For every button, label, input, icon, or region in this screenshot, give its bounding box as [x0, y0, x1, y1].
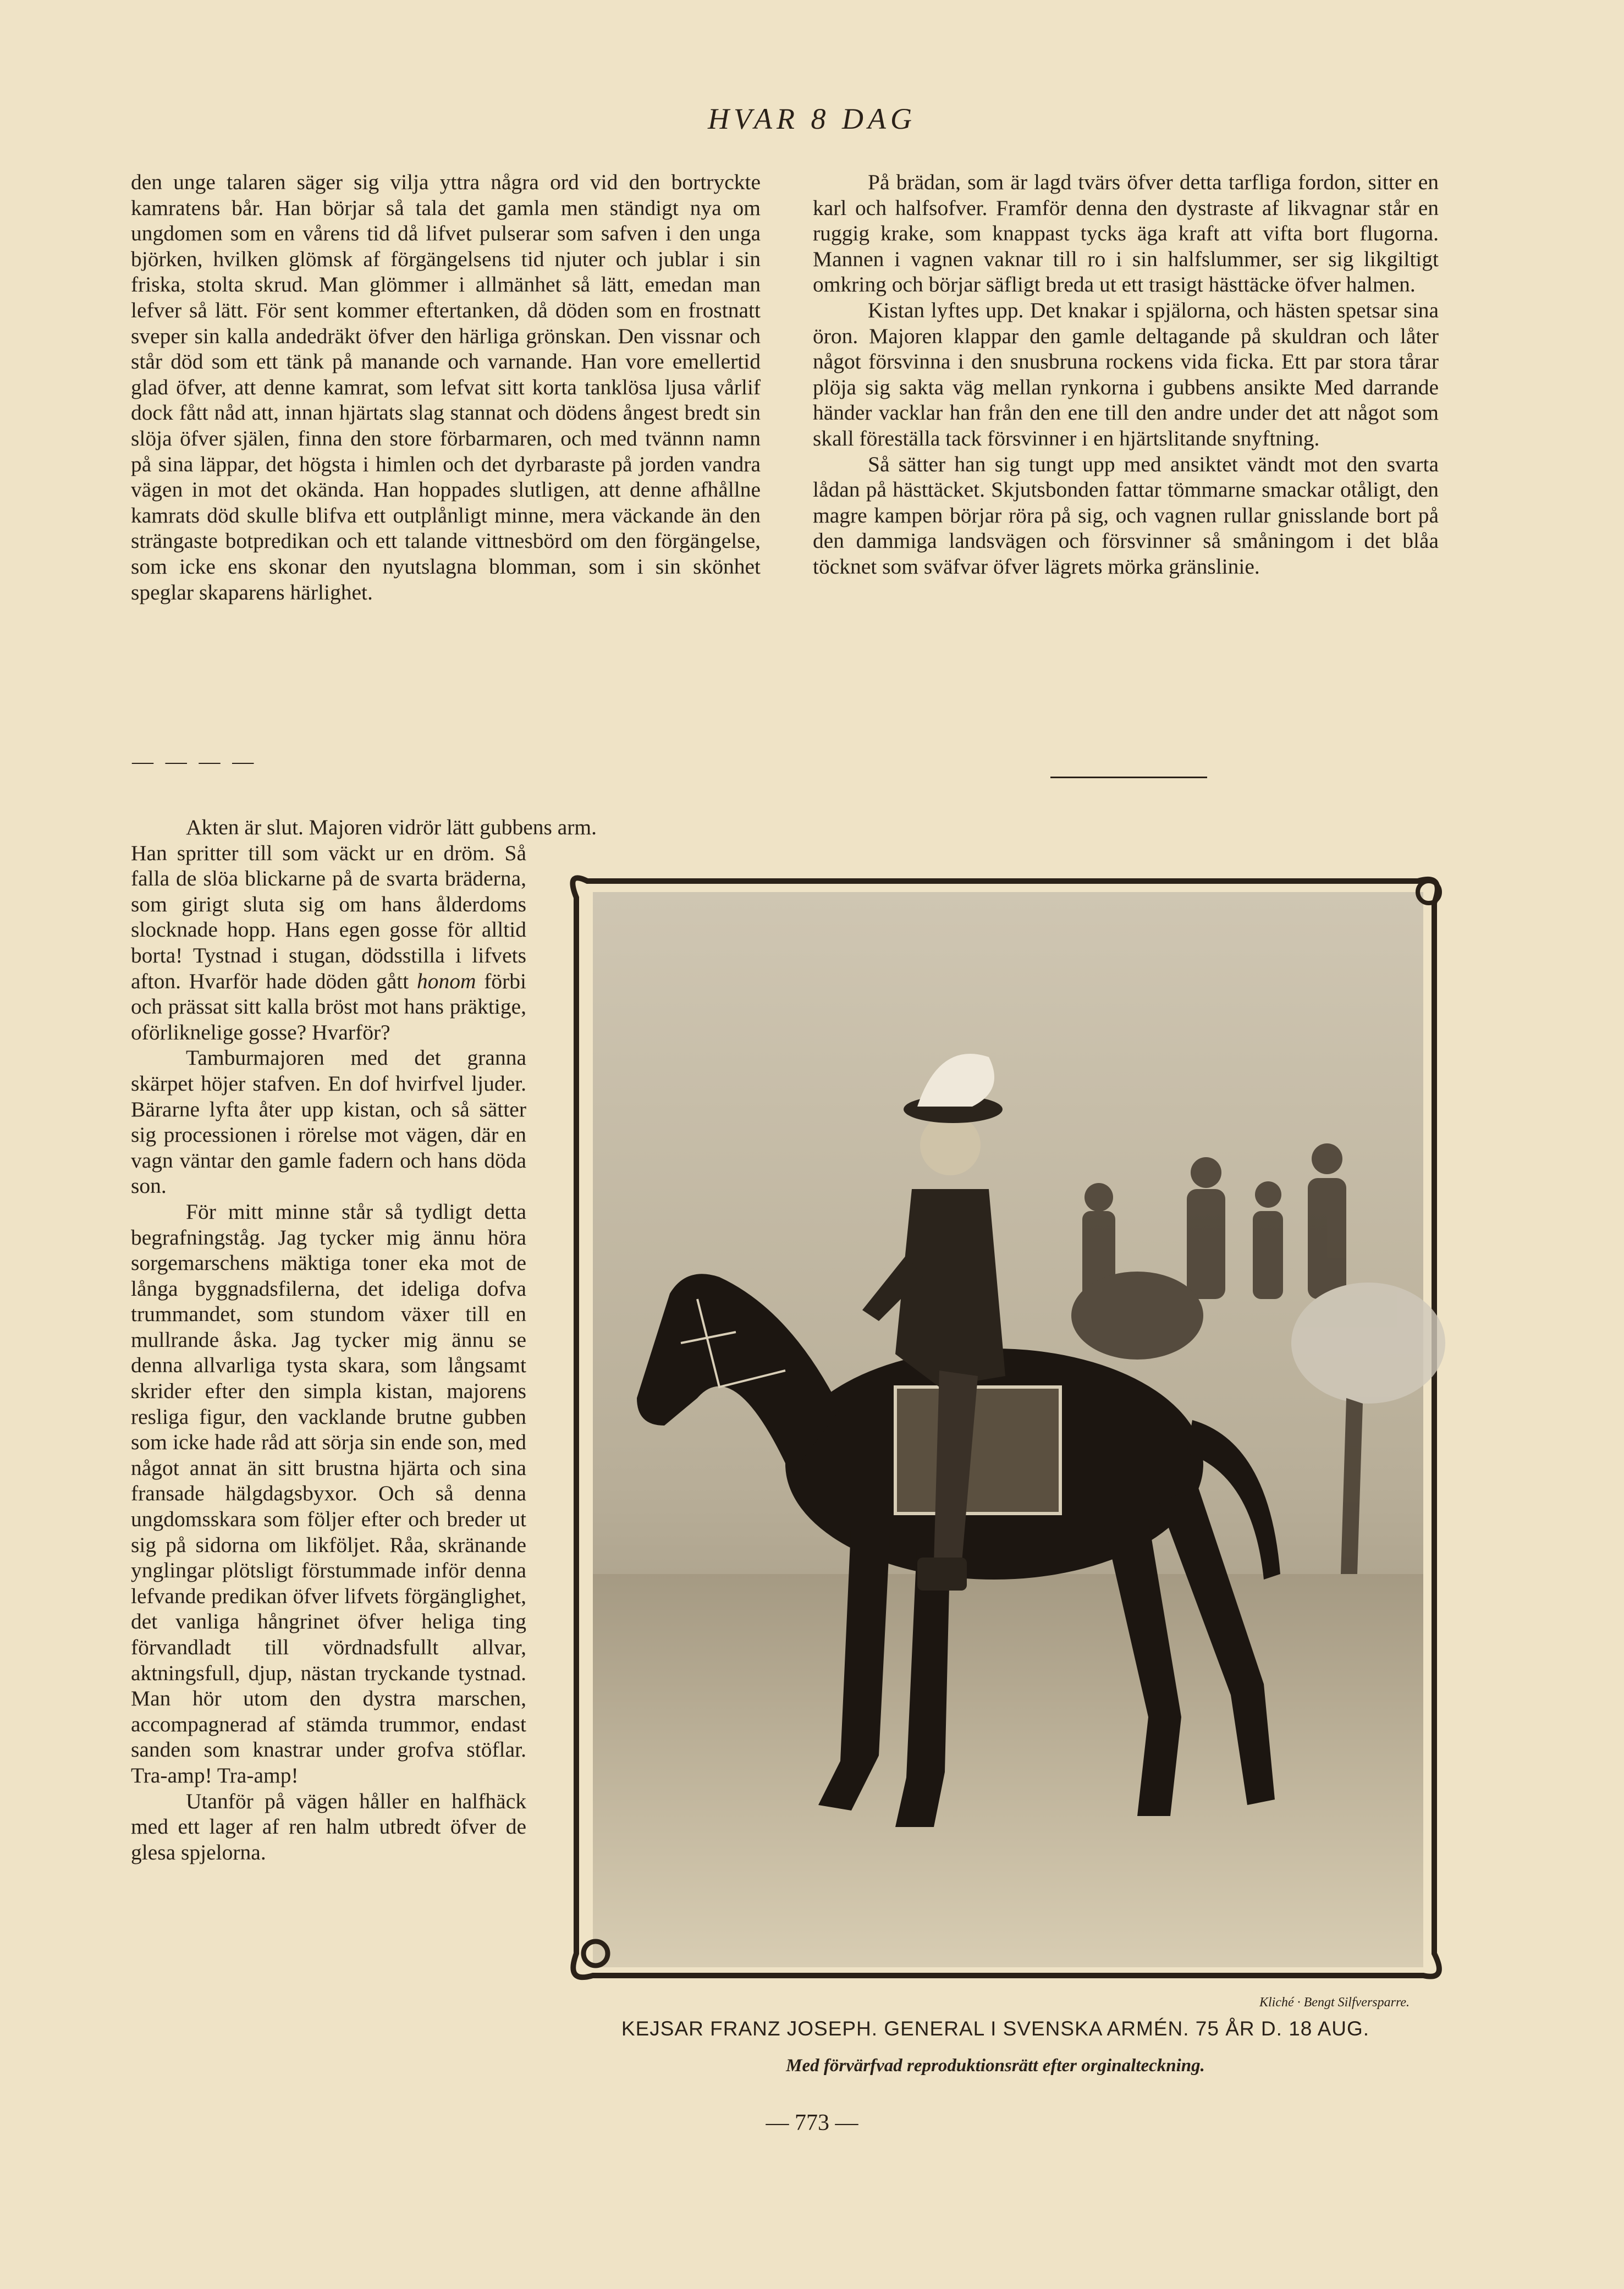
paragraph: Så sätter han sig tungt upp med ansiktet vändt mot den svarta lådan på hästtäcket. Skjutsbonden fattar tömmarne smackar otåligt, den magre kampen börjar röra på sig, och vagnen rullar gnisslande bort på den dammiga landsvägen och försvinner så småningom i det blåa töcknet som sväfvar öfver lägrets mörka gränslinie.	[813, 452, 1439, 579]
page-number: — 773 —	[766, 2110, 858, 2136]
saddle-cloth	[895, 1387, 1060, 1514]
paragraph: För mitt minne står så tydligt detta begrafningståg. Jag tycker mig ännu höra sorgemarschens mäktiga toner eka mot de långa byggnadsfilerna, det ideliga dofva trummandet, som stundom växer till en mullrande åska. Jag tycker mig ännu se denna allvarliga tysta skara, som långsamt skrider efter den simpla kistan, majorens resliga figur, den vacklande brutne gubben som icke hade råd att sörja sin ende son, med något annat än sitt brustna hjärta och sina fransade hälgdagsbyxor. Och så denna ungdomsskara som följer efter och breder ut sig på sidorna om likföljet. Råa, skränande ynglingar plötsligt förstummade inför denna lefvande predikan öfver lifvets förgänglighet, det vanliga hångrinet öfver heliga ting förvandladt till vördnadsfullt allvar, aktningsfull, djup, nästan tryckande tystnad. Man hör utom den dystra marschen, accompagnerad af stämda trummor, endast sanden som knastrar under grofva stöflar. Tra-amp! Tra-amp!	[131, 1199, 526, 1787]
reproduction-credit: Med förvärfvad reproduktionsrätt efter orginalteckning.	[786, 2056, 1205, 2076]
paragraph: Utanför på vägen håller en halfhäck med ett lager af ren halm utbredt öfver de glesa spjelorna.	[131, 1789, 526, 1864]
paragraph-text: Han spritter till som väckt ur en dröm. Så falla de slöa blickarne på de svarta bräderna, som girigt sluta sig om hans ålderdoms slocknade hopp. Hans egen gosse för alltid borta! Tystnad i stugan, dödsstilla i lifvets afton. Hvarför hade döden gått	[131, 840, 526, 993]
paragraph-text: förbi och prässat sitt kalla bröst mot hans präktige, oförliknelige gosse? Hvarför?	[131, 969, 527, 1044]
equestrian-portrait-illustration	[554, 859, 1456, 1992]
section-divider: — — — —	[132, 750, 257, 773]
paragraph	[131, 840, 526, 1046]
section-rule	[1050, 777, 1207, 778]
paragraph: På brädan, som är lagd tvärs öfver detta tarfliga fordon, sitter en karl och halfsofver. Framför denna den dystraste af likvagnar står en ruggig krake, som knappast tycks äga kraft att vifta bort flugorna. Mannen i vagnen vaknar till ro i sin halfslummer, ser sig likgiltigt omkring och börjar säfligt breda ut ett trasigt hästtäcke öfver halmen.	[813, 170, 1439, 297]
paragraph: Tamburmajoren med det granna skärpet höjer stafven. En dof hvirfvel ljuder. Bärarne lyfta åter upp kistan, och så sätter sig processionen i rörelse mot vägen, där en vagn väntar den gamle fadern och hans döda son.	[131, 1046, 526, 1198]
left-column-top	[131, 169, 761, 605]
illustration-caption: KEJSAR FRANZ JOSEPH. GENERAL I SVENSKA ARMÉN. 75 ÅR D. 18 AUG.	[621, 2017, 1370, 2040]
engraver-credit: Kliché · Bengt Silfversparre.	[1259, 1995, 1410, 2010]
running-title: HVAR 8 DAG	[708, 102, 916, 135]
emphasis: honom	[416, 969, 476, 993]
right-column-top	[813, 169, 1439, 580]
paragraph: Kistan lyftes upp. Det knakar i spjälorna, och hästen spetsar sina öron. Majoren klappar den gamle deltagande på skuldran och låter något försvinna i den snusbruna rockens vida ficka. Ett par stora tårar plöja sig sakta väg mellan rynkorna i gubbens ansikte Med darrande händer vacklar han från den ene till den andre under det att något som skall föreställa tack försvinner i en hjärtslitande snyftning.	[813, 298, 1439, 450]
paragraph-lead: Akten är slut. Majoren vidrör lätt gubbens arm.	[186, 815, 597, 839]
left-column-bottom	[131, 815, 597, 1865]
paragraph: den unge talaren säger sig vilja yttra några ord vid den bortryckte kamratens bår. Han börjar så tala det gamla men ständigt nya om ungdomen som en vårens tid då lifvet pulserar som safven i den unga björken, hvilken glömsk af förgängelsens tid njuter och jublar i sin friska, stolta skrud. Man glömmer i allmänhet så lätt, emedan man lefver så lätt. För sent kommer eftertanken, då döden som en frostnatt sveper sin kalla andedräkt öfver den härliga grönskan. Den vissnar och står död som ett tänk på manande och varnande. Han vore emellertid glad öfver, att denne kamrat, som lefvat sitt korta tanklösa ljusa vårlif dock fått nåd att, innan hjärtats slag stannat och dödens ångest bredt sin slöja öfver själen, finna den store förbarmaren, och med tvännn namn på sina läppar, det högsta i himlen och det dyrbaraste på jorden vandra vägen in mot det okända. Han hoppades slutligen, att denne afhållne kamrats död skulle blifva ett outplånligt minne, mera väckande än den strängaste botpredikan och ett talande vittnesbörd om den förgängelse, som icke ens skonar den nyutslagna blomman, som i sin skönhet speglar skaparens härlighet.	[131, 170, 761, 604]
